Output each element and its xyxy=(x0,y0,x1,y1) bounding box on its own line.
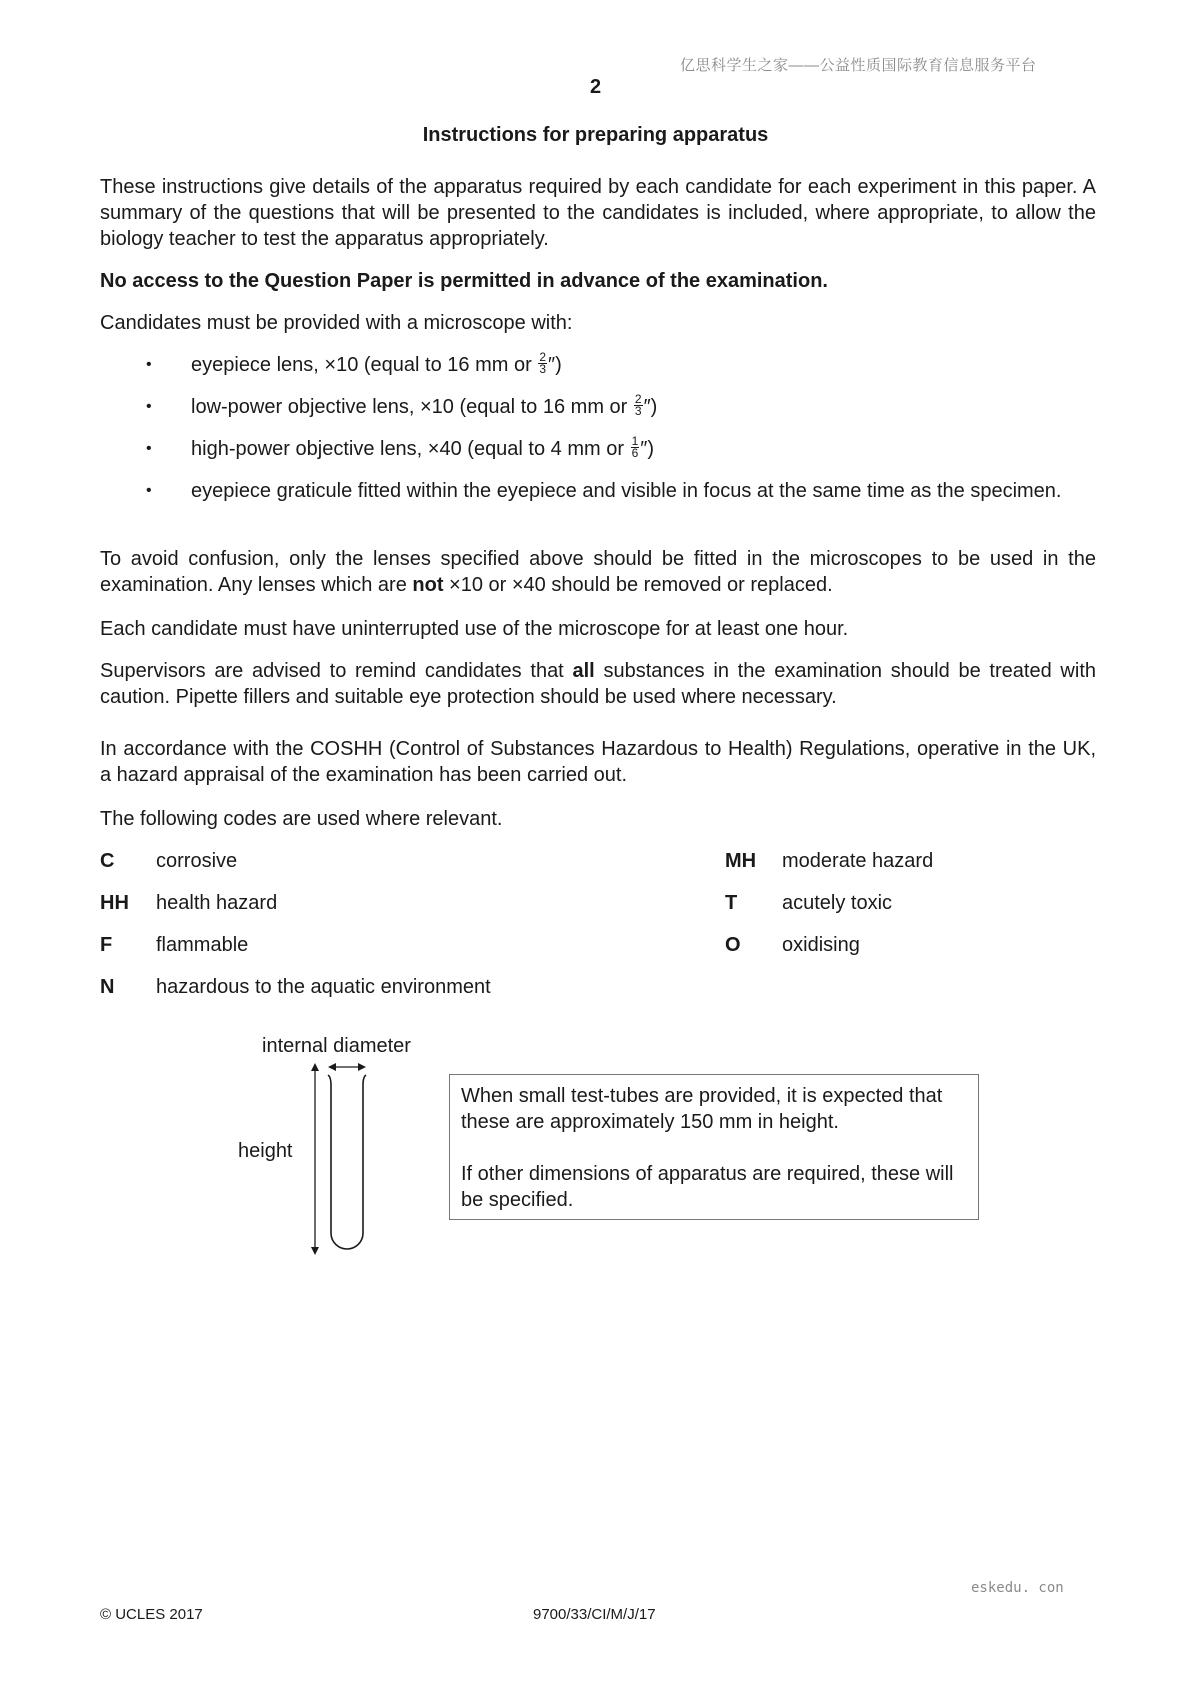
paper-code: 9700/33/CI/M/J/17 xyxy=(533,1606,656,1623)
hazard-code: F xyxy=(100,934,113,956)
test-tube-note-box xyxy=(449,1074,979,1220)
note-line: If other dimensions of apparatus are required, these will be specified. xyxy=(461,1163,954,1211)
hazard-meaning: moderate hazard xyxy=(782,850,934,872)
internal-diameter-label: internal diameter xyxy=(262,1035,411,1057)
watermark-text: 亿思科学生之家——公益性质国际教育信息服务平台 xyxy=(680,57,1037,74)
page-title: Instructions for preparing apparatus xyxy=(422,124,769,146)
test-tube-diagram xyxy=(300,1055,380,1255)
note-line: When small test-tubes are provided, it is expected that these are approximately 150 mm in height. xyxy=(461,1085,943,1133)
hazard-meaning: acutely toxic xyxy=(782,892,893,914)
intro-paragraph: These instructions give details of the apparatus required by each candidate for each experiment in this paper. A summary of the questions that will be presented to the candidates is included, where appropriate, to allow the biology teacher to test the apparatus appropriately. xyxy=(100,176,1096,250)
codes-intro: The following codes are used where relevant. xyxy=(100,808,503,830)
hazard-meaning: health hazard xyxy=(156,892,278,914)
copyright-text: © UCLES 2017 xyxy=(100,1606,203,1623)
fraction: $\frac{2}{3}$ xyxy=(634,392,642,419)
site-mark: eskedu. con xyxy=(971,1580,1064,1596)
hazard-code: C xyxy=(100,850,115,872)
list-item-text: low-power objective lens, ×10 (equal to 16 mm or $\frac{2}{3}$ ″) xyxy=(191,392,658,419)
fraction: $\frac{2}{3}$ xyxy=(539,350,546,377)
list-item-text: high-power objective lens, ×40 (equal to 4 mm or $\frac{1}{6}$ ″) xyxy=(191,434,655,461)
hazard-meaning: hazardous to the aquatic environment xyxy=(156,976,491,998)
microscope-intro: Candidates must be provided with a microscope with: xyxy=(100,312,573,334)
bullet-icon: • xyxy=(146,356,152,373)
test-tube-outline xyxy=(328,1075,366,1249)
confusion-paragraph: To avoid confusion, only the lenses specified above should be fitted in the microscopes to be used in the examination. Any lenses which are not ×10 or ×40 should be removed or replaced. xyxy=(100,548,1096,596)
hazard-code: MH xyxy=(725,850,757,872)
hazard-code: O xyxy=(725,934,741,956)
no-access-notice: No access to the Question Paper is permitted in advance of the examination. xyxy=(100,270,828,292)
page-number: 2 xyxy=(589,76,602,98)
hazard-code: HH xyxy=(100,892,129,914)
bullet-icon: • xyxy=(146,482,152,499)
hazard-meaning: corrosive xyxy=(156,850,238,872)
list-item-text: eyepiece graticule fitted within the eyepiece and visible in focus at the same time as the specimen. xyxy=(191,480,1062,502)
hazard-meaning: flammable xyxy=(156,934,249,956)
hazard-meaning: oxidising xyxy=(782,934,860,956)
supervisors-paragraph: Supervisors are advised to remind candidates that all substances in the examination should be treated with caution. Pipette fillers and suitable eye protection should be used where necessary. xyxy=(100,660,1096,708)
height-label: height xyxy=(238,1140,293,1162)
list-item-text: eyepiece lens, ×10 (equal to 16 mm or $\frac{2}{3}$ ″) xyxy=(191,350,562,377)
coshh-paragraph: In accordance with the COSHH (Control of Substances Hazardous to Health) Regulations, operative in the UK, a hazard appraisal of the examination has been carried out. xyxy=(100,738,1096,786)
hazard-code: N xyxy=(100,976,115,998)
bullet-icon: • xyxy=(146,440,152,457)
hazard-code: T xyxy=(725,892,738,914)
bullet-icon: • xyxy=(146,398,152,415)
uninterrupted-paragraph: Each candidate must have uninterrupted use of the microscope for at least one hour. xyxy=(100,618,849,640)
fraction: $\frac{1}{6}$ xyxy=(631,434,639,461)
